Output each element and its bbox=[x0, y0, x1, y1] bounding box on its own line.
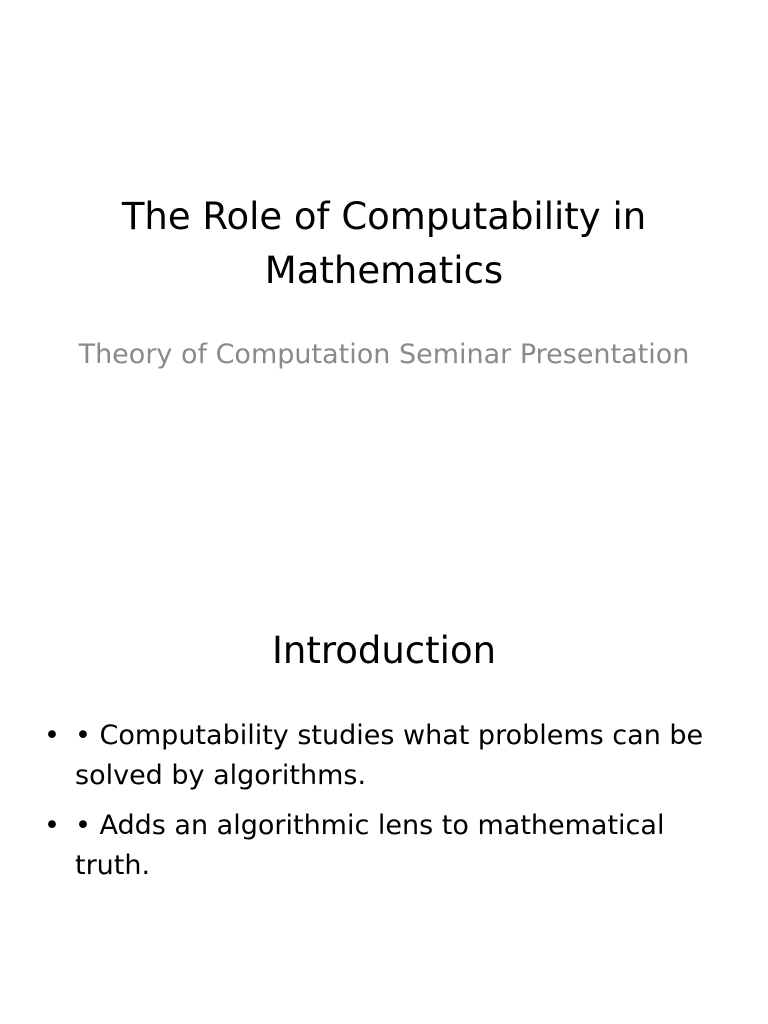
bullet-marker: • bbox=[44, 810, 60, 841]
introduction-slide bbox=[0, 576, 768, 1024]
bullet-text: • Adds an algorithmic lens to mathematical truth. bbox=[75, 810, 665, 881]
presentation-subtitle: Theory of Computation Seminar Presentation bbox=[78, 339, 690, 370]
bullet-marker: • bbox=[44, 720, 60, 751]
bullet-text: • Computability studies what problems can be solved by algorithms. bbox=[75, 720, 704, 791]
list-item bbox=[40, 716, 730, 796]
presentation-title: The Role of Computability in Mathematics bbox=[121, 195, 647, 292]
slide-heading: Introduction bbox=[271, 629, 497, 672]
bullet-list bbox=[40, 716, 730, 896]
list-item bbox=[40, 806, 730, 886]
